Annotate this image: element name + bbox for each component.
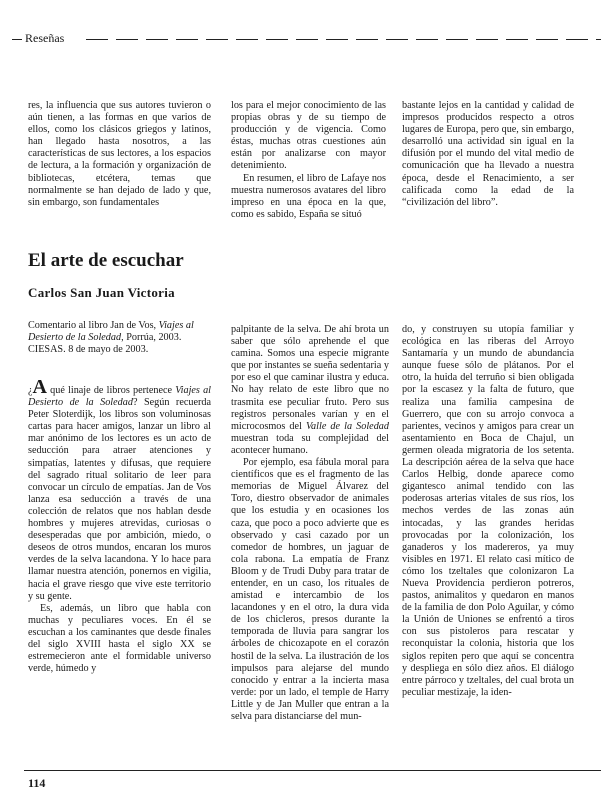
previous-review-column-3 [402,100,574,209]
paragraph: los para el mejor conocimiento de las propias obras y de su tiempo de producción y de vigencia. Como éstas, muchas otras cuestiones aún están por analizarse con mayor detenimiento. [231,100,386,172]
header-dashed-rule [86,39,601,40]
paragraph: do, y construyen su utopía familiar y ecológica en las riberas del Arroyo Santamaría y un mundo de abundancia aunque fuese sólo de plátanos. Por el otro, la huida del terruño si bien obligada por la escasez y la falta de futuro, que realiza una familia campesina de Guerrero, que con su arrojo convoca a parientes, vecinos y amigos para crear un asentamiento en Boca de Chajul, un germen oleada migratoria de los setenta. La descripción aérea de la selva que hace Carlos Helbig, donde aparece como gigantesco animal tendido con las poderosas arterias vitales de sus ríos, los mechos verdes de las zonas aún intocadas, y las grandes heridas provocadas por la colonización, los ganaderos y los madereros, ya muy visibles en 1971. El relato casi mítico de cómo los tzeltales que colonizaron La Nueva Providencia perdieron potreros, pastos, animalitos y quedaron en manos de la familia de don Polo Aguilar, y cómo la Unión de Uniones se enfrentó a tiros con sus pistoleros para rescatar y reconquistar la colonia, historia que los siglos repiten pero que aquí se concentra y despliega en sólo diez años. El diálogo entre párroco y tzeltales, del cual brota un peculiar mestizaje, la iden- [402,324,574,698]
previous-review-column-1 [28,100,211,209]
paragraph [231,324,389,457]
review-title: El arte de escuchar [28,250,184,271]
page-number: 114 [28,776,46,790]
paragraph: En resumen, el libro de Lafaye nos muestra numerosos avatares del libro impreso en una época en la que, como es sabido, España se situó [231,172,386,220]
lead-text-2: ? Según recuerda Peter Sloterdijk, los libros son voluminosas cartas para hacer amigos, lanzar un libro al mar anónimo de los lectores es un acto de seducción para atraer atenciones y simpatías, latentes y difusas, que requiere del sagrado ritual solitario de leer para convocar un círculo de empatías. Jan de Vos lanza esa seducción a través de una colección de relatos que nos hablan desde hombres y mujeres atrevidas, curiosas o desesperadas que por ambición, miedo, o deseos de otros mundos, encaran los muros verdes de la selva lacandona. Y lo hace para llamar nuestra atención, ponernos en vigilia, hacia el grave riesgo que vive este territorio y su gente. [28,397,211,602]
section-header [12,30,601,46]
place-title: Valle de la Soledad [305,420,389,432]
review-author: Carlos San Juan Victoria [28,285,175,300]
ref-prefix: Comentario al libro Jan de Vos, [28,320,159,331]
paragraph: bastante lejos en la cantidad y calidad de impresos producidos respecto a otros lugares de Europa, pero que, sin embargo, desarrolló una actividad sin igual en la difusión por el mundo del vital medio de comunicación que ha llevado a nuestra época, desde el Renacimiento, a ser calificada como la edad de la “civilización del libro”. [402,100,574,208]
ref-suffix: , Porrúa, 2003. CIESAS. 8 de mayo de 2003. [28,332,182,356]
text: palpitante de la selva. De ahí brota un saber que sólo aprehende el que camina. Somos una especie migrante que por instantes se sueña sedentaria y por eso el que caminar ilustra y educa. No hay relato de este libro que no trasmita ese peculiar fruto. Pero sus registros personales varían y en el microcosmos del [231,324,389,432]
review-column-1 [28,376,211,675]
lead-text-1: qué linaje de libros pertenece [46,385,176,396]
ref-book-title: Viajes al Desierto de la Soledad [28,320,194,344]
review-column-2 [231,324,389,723]
section-label: Reseñas [25,31,65,45]
lead-open: ¿ [28,385,33,396]
previous-review-column-2 [231,100,386,221]
book-reference [28,320,211,356]
review-column-3 [402,324,574,699]
paragraph: Por ejemplo, esa fábula moral para científicos que es el fragmento de las memorias de Miguel Álvarez del Toro, diestro observador de animales que los estudia y en ocasiones los caza, que poco a poco advierte que es observado y casi cazado por un comedor de hombres, un jaguar de cola rabona. La empatía de Franz Bloom y de Trudi Duby para tratar de entender, en un caso, los rituales de amistad e intercambio de los lacandones y en el otro, la dura vida de los chicleros, presos durante la temporada de lluvia para sangrar los árboles de chicozapote en el corazón hostil de la selva. La ilustración de los impulsos para alejarse del mundo conocido y entrar a la incierta masa verde: por un lado, el temple de Harry Little y de Jan Muller que entran a la selva para distanciarse del mun- [231,457,389,722]
lead-paragraph [28,376,211,603]
lead-book-title: Viajes al Desierto de la Soledad [28,385,211,409]
paragraph: Es, además, un libro que habla con muchas y peculiares voces. En él se escuchan a los caminantes que desde finales del siglo XVIII hasta el siglo XX se estremecieron ante el formidable universo verde, húmedo y [28,602,211,675]
paragraph: res, la influencia que sus autores tuvieron o aún tienen, a las formas en que varios de ellos, como los clásicos griegos y latinos, han llegado hasta nosotros, a las características de sus lectores, a los espacios de lectura, a la formación y organización de bibliotecas, etcétera, temas que normalmente se han dejado de lado y que, sin embargo, son fundamentales [28,100,211,208]
drop-cap: A [32,376,47,398]
text: muestran toda su complejidad del acontecer humano. [231,432,389,456]
header-rule-left [12,39,22,40]
footer-rule [24,770,601,771]
